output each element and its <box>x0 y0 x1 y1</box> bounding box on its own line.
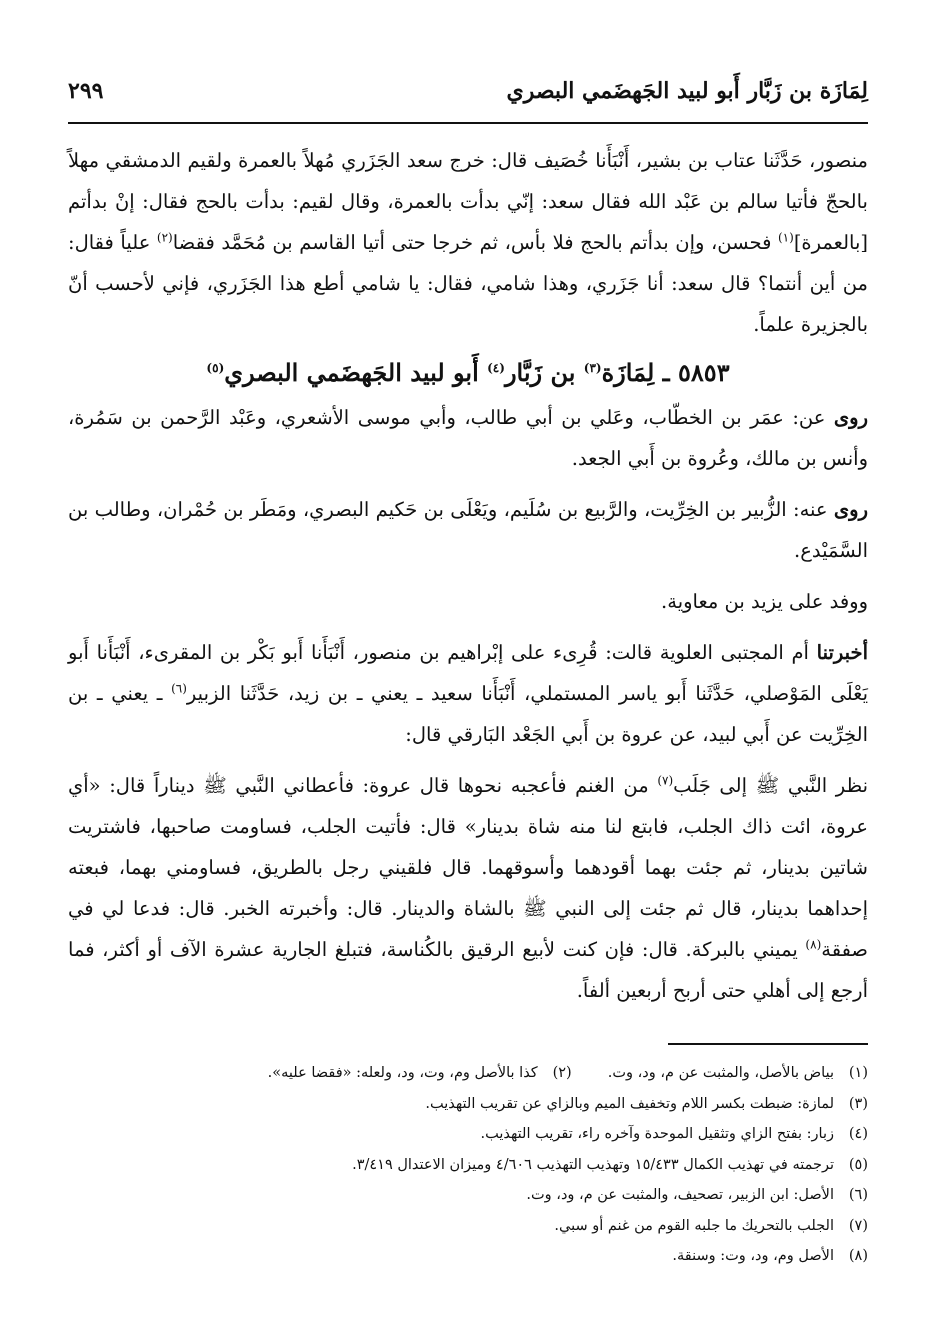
footnote-text: زبار: بفتح الزاي وتثقيل الموحدة وآخره راء، تقريب التهذيب. <box>480 1126 834 1142</box>
isnad-paragraph: أخبرتنا أم المجتبى العلوية قالت: قُرِىء على إبْراهيم بن منصور، أَنْبَأَنا أَبو بَكْر بن المقرىء، أَنْبَأَنا أَبو يَعْلَى المَوْصلي، حَدَّثَنا أَبو ياسر المستملي، أَنْبَأَنا سعيد ـ يعني ـ بن زيد، حَدَّثَنا الزبير$^{(٦)}$ ـ يعني ـ بن الخِرِّيت عن أَبي لبيد، عن عروة بن أَبي الجَعْد البَارقي قال: <box>68 641 868 746</box>
footnote-row <box>68 1058 868 1089</box>
footnote-number: (٥) <box>848 1156 868 1173</box>
footnote-number: (٦) <box>848 1187 868 1203</box>
footnote-number: (٤) <box>848 1126 868 1142</box>
running-title: لِمَازَة بن زَبَّار أَبو لبيد الجَهضَمي البصري <box>506 78 868 104</box>
footnote-text: الجلب بالتحريك ما جلبه القوم من غنم أو سبي. <box>554 1217 834 1234</box>
footnote-text: الأصل وم، ود، وت: وسنقة. <box>672 1248 834 1264</box>
footnote-divider <box>668 1043 868 1045</box>
footnote-number: (٣) <box>848 1095 868 1112</box>
narrated-from-paragraph: روى عن: عمَر بن الخطّاب، وعَلي بن أبي طالب، وأبي موسى الأشعري، وعَبْد الرَّحمن بن سَمُرة، وأنس بن مالك، وعُروة بن أَبي الجعد. <box>68 406 868 470</box>
footnote-number: (٢) <box>552 1065 572 1081</box>
main-text <box>68 140 868 1011</box>
lead-word: روى <box>833 498 868 521</box>
footnote-number: (٨) <box>848 1248 868 1264</box>
footnote-row <box>68 1211 868 1242</box>
footnote-row <box>68 1150 868 1181</box>
footnote-ref: (١) <box>777 230 794 245</box>
lead-word: أخبرتنا <box>816 641 868 664</box>
footnote-ref: (٧) <box>657 773 674 788</box>
footnotes <box>68 1058 868 1272</box>
footnote-text: الأصل: ابن الزبير، تصحيف، والمثبت عن م، ود، وت. <box>526 1187 834 1203</box>
footnote-ref: (٨) <box>805 937 822 952</box>
footnote-number: (٧) <box>848 1217 868 1234</box>
delegation-paragraph: ووفد على يزيد بن معاوية. <box>661 590 868 613</box>
entry-heading: ٥٨٥٣ ـ لِمَازَة$^{(٣)}$ بن زَبَّار$^{(٤)}$ أَبو لبيد الجَهضَمي البصري$^{(٥)}$ <box>206 358 730 387</box>
continuation-paragraph: منصور، حَدَّثَنا عتاب بن بشير، أَنْبَأَنا خُصَيف قال: خرج سعد الجَزَري مُهلاً بالعمرة ولقيم الدمشقي مهلاً بالحجّ فأتيا سالم بن عَبْد الله فقال سعد: إنّي بدأت بالعمرة، وقال لقيم: بدأت بالحج فقال: إنْ بدأتم [بالعمرة]$^{(١)}$ فحسن، وإن بدأتم بالحج فلا بأس، ثم خرجا حتى أتيا القاسم بن مُحَمَّد فقضا$^{(٢)}$ علياً فقال: من أين أنتما؟ قال سعد: أنا جَزَري، وهذا شامي، فقال: يا شامي أطع هذا الجَزَري، فإني لأحسب أنّ بالجزيرة علماً. <box>68 149 868 336</box>
footnote-ref: (٦) <box>171 681 187 696</box>
page-number: ٢٩٩ <box>68 78 104 104</box>
hadith-paragraph: نظر النَّبي ﷺ إلى جَلَب$^{(٧)}$ من الغنم فأعجبه نحوها قال عروة: فأعطاني النَّبي ﷺ ديناراً قال: «أي عروة، ائت ذاك الجلب، فابتع لنا منه شاة بدينار» قال: فأتيت الجلب، فساومت صاحبها، فاشتريت شاتين بدينار، ثم جئت بهما أقودهما وأسوقهما. قال فلقيني رجل بالطريق، فساومني بهما، فبعته إحداهما بدينار، قال ثم جئت إلى النبي ﷺ بالشاة والدينار. قال: وأخبرته الخبر. قال: فدعا لي في صفقة$^{(٨)}$ يميني بالبركة. قال: فإن كنت لأبيع الرقيق بالكُناسة، فتبلغ الجارية عشرة الآف أو أكثر، فما أرجع إلى أهلي حتى أربح أربعين ألفاً. <box>68 773 868 1002</box>
footnote-number: (١) <box>848 1065 868 1081</box>
running-header <box>68 78 868 124</box>
narrators-from-him-paragraph: روى عنه: الزُّبير بن الخِرِّيت، والرَّبيع بن سُلَيم، ويَعْلَى بن حَكيم البصري، ومَطَر بن حُمْران، وطالب بن السَّمَيْدع. <box>68 498 868 562</box>
footnote-ref: (٥) <box>206 361 225 375</box>
footnote-row <box>68 1180 868 1211</box>
footnote-row <box>68 1089 868 1120</box>
footnote-row <box>68 1241 868 1272</box>
footnote-text: لمازة: ضبطت بكسر اللام وتخفيف الميم وبالزاي عن تقريب التهذيب. <box>425 1095 834 1112</box>
footnote-text: كذا بالأصل وم، وت، ود، ولعله: «فقضا عليه». <box>267 1065 538 1081</box>
footnote-ref: (٢) <box>156 230 173 245</box>
footnote-row <box>68 1119 868 1150</box>
lead-word: روى <box>833 406 868 429</box>
footnote-ref: (٤) <box>487 361 505 375</box>
footnote-ref: (٣) <box>583 361 602 375</box>
footnote-text: ترجمته في تهذيب الكمال ١٥/٤٣٣ وتهذيب التهذيب ٤/٦٠٦ وميزان الاعتدال ٣/٤١٩. <box>352 1156 834 1173</box>
footnote-text: بياض بالأصل، والمثبت عن م، ود، وت. <box>607 1065 834 1081</box>
